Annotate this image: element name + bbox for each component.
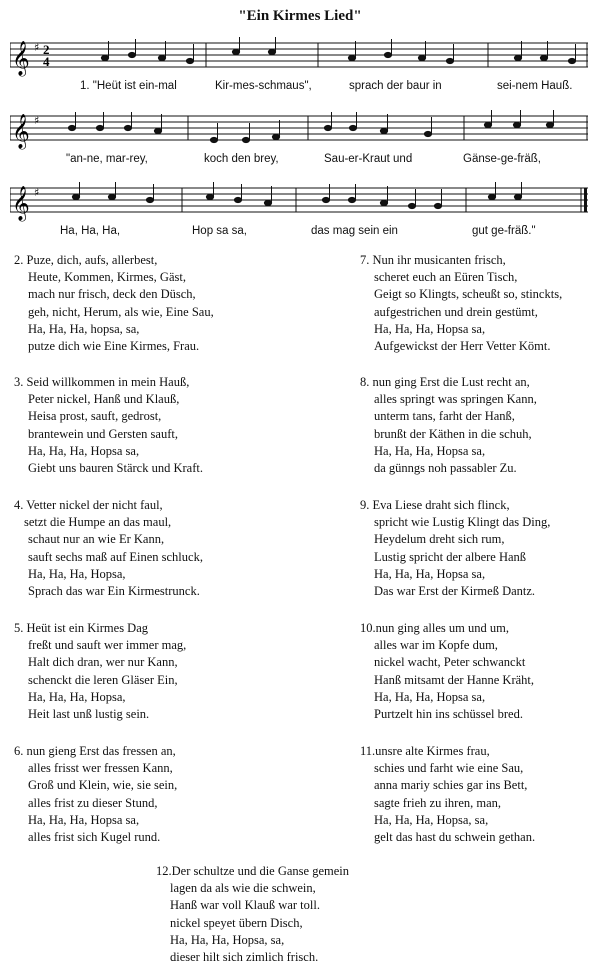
- verse-line: aufgestrichen und drein gestümt,: [374, 304, 538, 319]
- verse-11: [360, 743, 535, 846]
- verse-line: Ha, Ha, Ha, Hopsa sa,: [374, 443, 486, 458]
- verse-line: schies und farht wie eine Sau,: [374, 761, 524, 776]
- verse-line: alles springt was springen Kann,: [374, 392, 537, 407]
- verse-line: alles frist sich Kugel rund.: [28, 830, 161, 845]
- verse-line: Ha, Ha, Ha, Hopsa,: [28, 689, 126, 704]
- verse-line: Hanß war voll Klauß war toll.: [170, 898, 320, 913]
- verse-line: Lustig spricht der albere Hanß: [374, 549, 527, 564]
- verse-line: Vetter nickel der nicht faul,: [26, 498, 163, 512]
- verse-line: lagen da als wie die schwein,: [170, 881, 316, 896]
- lyric-fragment: Kir-mes-schmaus",: [215, 80, 312, 92]
- verse-line: Ha, Ha, Ha, Hopsa sa,: [374, 689, 486, 704]
- verse-line: Groß und Klein, wie, sie sein,: [28, 778, 178, 793]
- verse-line: Seid willkommen in mein Hauß,: [26, 375, 190, 389]
- verse-line: freßt und sauft wer immer mag,: [28, 638, 187, 653]
- verse-line: brantewein und Gersten sauft,: [28, 426, 178, 441]
- verse-3: [14, 374, 203, 477]
- song-title: "Ein Kirmes Lied": [238, 8, 362, 24]
- verse-7: [360, 252, 562, 355]
- verse-number: 10.: [360, 621, 376, 635]
- treble-clef-icon: 𝄞: [12, 186, 30, 221]
- music-staff-3: [10, 182, 588, 222]
- verse-number: 3.: [14, 375, 24, 389]
- verse-line: scheret euch an Eüren Tisch,: [374, 270, 518, 285]
- sharp-icon: ♯: [34, 186, 40, 199]
- verse-number: 2.: [14, 253, 24, 267]
- music-staff-1: [10, 37, 588, 77]
- verse-6: [14, 743, 177, 846]
- verse-10: [360, 620, 534, 723]
- verse-line: Aufgewickst der Herr Vetter Kömt.: [374, 339, 551, 354]
- verse-line: Ha, Ha, Ha, Hopsa sa,: [28, 443, 140, 458]
- verse-9: [360, 497, 550, 600]
- verse-line: Geigt so Klingts, scheußt so, stinckts,: [374, 287, 563, 302]
- verse-line: nun ging alles um und um,: [375, 621, 509, 635]
- verse-line: setzt die Humpe an das maul,: [24, 515, 172, 530]
- lyric-fragment: koch den brey,: [204, 153, 279, 165]
- verse-number: 8.: [360, 375, 370, 389]
- verse-line: putze dich wie Eine Kirmes, Frau.: [28, 339, 200, 354]
- music-staff-2: [10, 110, 588, 150]
- verse-line: alles war im Kopfe dum,: [374, 638, 498, 653]
- verse-line: gelt das hast du schwein gethan.: [374, 830, 536, 845]
- verse-line: Halt dich dran, wer nur Kann,: [28, 655, 178, 670]
- sharp-icon: ♯: [34, 41, 40, 54]
- time-signature-bottom: 4: [43, 54, 50, 69]
- verse-number: 4.: [14, 498, 24, 512]
- verse-8: [360, 374, 537, 477]
- verse-12: [156, 863, 349, 966]
- lyric-fragment: Hop sa sa,: [192, 225, 247, 237]
- verse-line: Purtzelt hin ins schüssel bred.: [374, 707, 523, 722]
- verse-number: 7.: [360, 253, 370, 267]
- lyric-fragment: 1. "Heüt ist ein-mal: [80, 80, 177, 92]
- verse-number: 11.: [360, 744, 376, 758]
- verse-line: da günngs noh passabler Zu.: [374, 461, 517, 476]
- verse-number: 6.: [14, 744, 24, 758]
- verse-line: Ha, Ha, Ha, Hopsa sa,: [28, 812, 140, 827]
- verse-line: Giebt uns bauren Stärck und Kraft.: [28, 461, 203, 476]
- verse-line: spricht wie Lustig Klingt das Ding,: [374, 515, 551, 530]
- verse-5: [14, 620, 186, 723]
- verse-line: alles frisst wer fressen Kann,: [28, 761, 173, 776]
- verse-line: Hanß mitsamt der Hanne Kräht,: [374, 672, 535, 687]
- verse-line: Peter nickel, Hanß und Klauß,: [28, 392, 180, 407]
- verse-line: Heüt ist ein Kirmes Dag: [26, 621, 149, 635]
- lyric-fragment: sei-nem Hauß.: [497, 80, 573, 92]
- sharp-icon: ♯: [34, 114, 40, 127]
- lyric-fragment: sprach der baur in: [349, 80, 442, 92]
- verse-line: sauft sechs maß auf Einen schluck,: [28, 549, 203, 564]
- verse-line: Sprach das war Ein Kirmestrunck.: [28, 584, 200, 599]
- lyric-fragment: "an-ne, mar-rey,: [66, 153, 148, 165]
- verse-line: Nun ihr musicanten frisch,: [372, 253, 506, 267]
- verse-line: Ha, Ha, Ha, hopsa, sa,: [28, 321, 140, 336]
- verse-line: Ha, Ha, Ha, Hopsa,: [28, 566, 126, 581]
- verse-line: Heydelum dreht sich rum,: [374, 532, 505, 547]
- treble-clef-icon: 𝄞: [12, 41, 30, 76]
- verse-line: Ha, Ha, Ha, Hopsa, sa,: [170, 932, 285, 947]
- verse-line: mach nur frisch, deck den Düsch,: [28, 287, 196, 302]
- verse-line: Eva Liese draht sich flinck,: [372, 498, 510, 512]
- verse-line: nickel wacht, Peter schwanckt: [374, 655, 526, 670]
- verse-number: 5.: [14, 621, 24, 635]
- verse-line: schaut nur an wie Er Kann,: [28, 532, 165, 547]
- lyric-fragment: Gänse-ge-fräß,: [463, 153, 541, 165]
- verse-line: Puze, dich, aufs, allerbest,: [26, 253, 158, 267]
- verse-number: 9.: [360, 498, 370, 512]
- verse-line: nun ging Erst die Lust recht an,: [372, 375, 530, 389]
- verse-line: Das war Erst der Kirmeß Dantz.: [374, 584, 536, 599]
- verse-line: geh, nicht, Herum, als wie, Eine Sau,: [28, 304, 214, 319]
- lyric-fragment: gut ge-fräß.": [472, 225, 536, 237]
- verse-line: brunßt der Käthen in die schuh,: [374, 426, 532, 441]
- lyric-fragment: Ha, Ha, Ha,: [60, 225, 121, 237]
- verse-line: unterm tans, farht der Hanß,: [374, 409, 515, 424]
- verse-4: [14, 497, 203, 600]
- verse-line: Ha, Ha, Ha, Hopsa sa,: [374, 566, 486, 581]
- time-signature-top: 2: [43, 42, 50, 57]
- verse-line: Ha, Ha, Ha, Hopsa, sa,: [374, 812, 489, 827]
- lyric-fragment: das mag sein ein: [311, 225, 398, 237]
- verse-line: unsre alte Kirmes frau,: [375, 744, 490, 758]
- verse-line: anna mariy schies gar ins Bett,: [374, 778, 528, 793]
- verse-line: Ha, Ha, Ha, Hopsa sa,: [374, 321, 486, 336]
- verse-line: Der schultze und die Ganse gemein: [171, 864, 349, 878]
- verse-line: dieser hilt sich zimlich frisch.: [170, 950, 319, 965]
- verse-number: 12.: [156, 864, 172, 878]
- verse-2: [14, 252, 214, 355]
- verse-line: nun gieng Erst das fressen an,: [26, 744, 176, 758]
- verse-line: nickel speyet übern Disch,: [170, 915, 303, 930]
- verse-line: Heute, Kommen, Kirmes, Gäst,: [28, 270, 186, 285]
- verse-line: schenckt die leren Gläser Ein,: [28, 672, 178, 687]
- verse-line: Heisa prost, sauft, gedrost,: [28, 409, 162, 424]
- verse-line: sagte frieh zu ihren, man,: [374, 795, 502, 810]
- lyric-fragment: Sau-er-Kraut und: [324, 153, 413, 165]
- verse-line: Heit last unß lustig sein.: [28, 707, 150, 722]
- verse-line: alles frist zu dieser Stund,: [28, 795, 158, 810]
- treble-clef-icon: 𝄞: [12, 114, 30, 149]
- final-barline: [584, 188, 587, 212]
